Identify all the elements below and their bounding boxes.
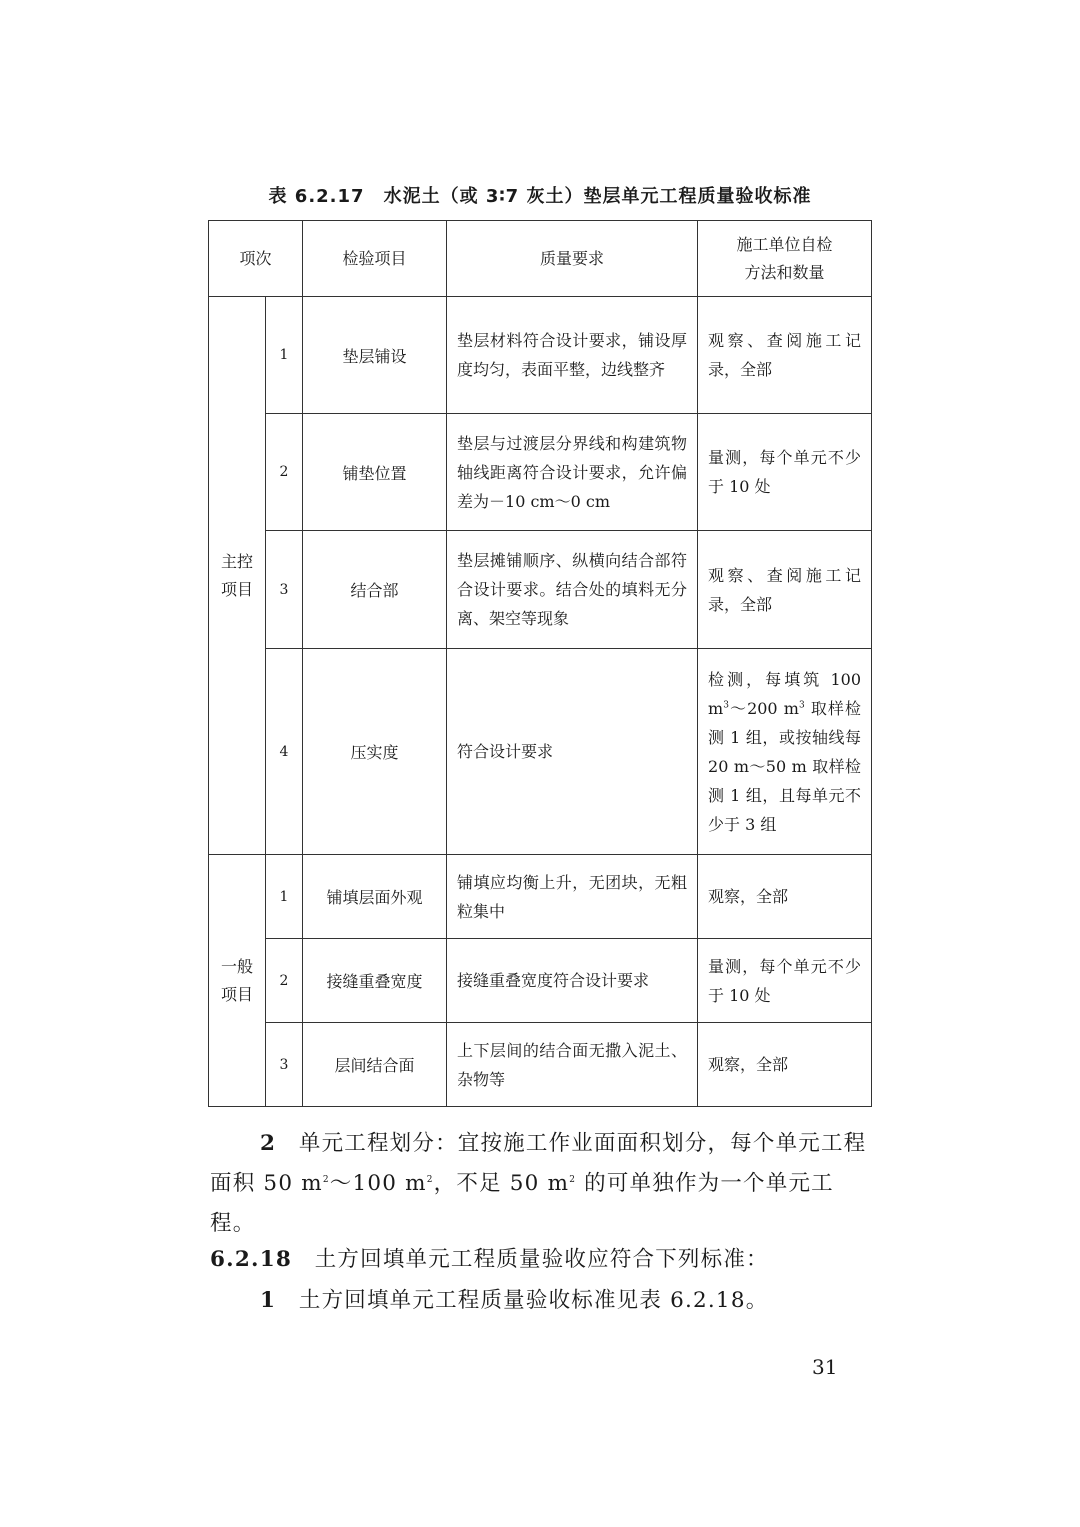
superscript: 3 (723, 700, 729, 711)
table-row (209, 1023, 872, 1107)
superscript: 3 (798, 700, 805, 711)
table-row (209, 297, 872, 414)
row-method: 量测，每个单元不少于 10 处 (698, 939, 872, 1023)
superscript: 2 (426, 1174, 434, 1185)
table-row (209, 649, 872, 855)
table-row (209, 414, 872, 531)
method-text-part: 检测，每填筑 100 m (708, 669, 862, 718)
group-main-control (209, 297, 266, 855)
table-caption: 表 6.2.17 水泥土（或 3∶7 灰土）垫层单元工程质量验收标准 (268, 186, 812, 207)
row-requirement: 垫层与过渡层分界线和构建筑物轴线距离符合设计要求，允许偏差为－10 cm～0 cm (447, 414, 698, 531)
paragraph-unit-division (210, 1124, 872, 1244)
row-no: 4 (266, 649, 303, 855)
row-requirement: 接缝重叠宽度符合设计要求 (447, 939, 698, 1023)
method-text-part: 取样检测 1 组，或按轴线每 20 m～50 m 取样检测 1 组，且每单元不少于 3 组 (708, 698, 862, 834)
row-item: 垫层铺设 (303, 297, 447, 414)
group-general (209, 855, 266, 1107)
paragraph-text: ～100 m (329, 1171, 427, 1196)
paragraph-text: 的可单独作为一个单元工程。 (210, 1171, 834, 1236)
page-number: 31 (812, 1355, 838, 1379)
group-general-line1: 一般 (220, 956, 253, 976)
row-no: 2 (266, 414, 303, 531)
table-header-row (209, 221, 872, 297)
row-method: 量测，每个单元不少于 10 处 (698, 414, 872, 531)
row-requirement: 垫层材料符合设计要求，铺设厚度均匀，表面平整，边线整齐 (447, 297, 698, 414)
group-main-line1: 主控 (220, 551, 253, 571)
row-requirement: 符合设计要求 (447, 649, 698, 855)
row-method: 观察，全部 (698, 1023, 872, 1107)
row-item: 铺垫位置 (303, 414, 447, 531)
group-main-line2: 项目 (220, 579, 253, 599)
row-item: 结合部 (303, 531, 447, 649)
row-method: 观察、查阅施工记录，全部 (698, 531, 872, 649)
row-no: 1 (266, 297, 303, 414)
row-no: 1 (266, 855, 303, 939)
row-requirement: 垫层摊铺顺序、纵横向结合部符合设计要求。结合处的填料无分离、架空等现象 (447, 531, 698, 649)
row-requirement: 铺填应均衡上升，无团块，无粗粒集中 (447, 855, 698, 939)
row-requirement: 上下层间的结合面无撒入泥土、杂物等 (447, 1023, 698, 1107)
row-no: 3 (266, 531, 303, 649)
row-item: 接缝重叠宽度 (303, 939, 447, 1023)
header-method-line2: 方法和数量 (744, 262, 825, 282)
header-quality-req: 质量要求 (447, 221, 698, 297)
clause-number: 6.2.18 (210, 1247, 293, 1272)
quality-standard-table (208, 220, 872, 1107)
paragraph-text: 土方回填单元工程质量验收标准见表 6.2.18。 (298, 1288, 769, 1313)
superscript: 2 (569, 1174, 577, 1185)
paragraph-table-ref (210, 1281, 872, 1321)
header-check-item: 检验项目 (303, 221, 447, 297)
paragraph-text: 单元工程划分：宜按施工作业面面积划分，每个单元工程面积 50 m (210, 1131, 867, 1196)
row-no: 3 (266, 1023, 303, 1107)
table-row (209, 939, 872, 1023)
paragraph-text: ，不足 50 m (433, 1171, 570, 1196)
row-method: 观察、查阅施工记录，全部 (698, 297, 872, 414)
header-method (698, 221, 872, 297)
header-method-line1: 施工单位自检 (736, 234, 833, 254)
row-item: 层间结合面 (303, 1023, 447, 1107)
row-method (698, 649, 872, 855)
paragraph-number: 2 (260, 1131, 277, 1156)
table-row (209, 531, 872, 649)
clause-text: 土方回填单元工程质量验收应符合下列标准： (314, 1247, 769, 1272)
method-text-part: ～200 m (728, 698, 799, 718)
row-item: 铺填层面外观 (303, 855, 447, 939)
row-item: 压实度 (303, 649, 447, 855)
superscript: 2 (322, 1174, 330, 1185)
paragraph-number: 1 (260, 1288, 277, 1313)
group-general-line2: 项目 (220, 984, 253, 1004)
row-method: 观察，全部 (698, 855, 872, 939)
clause-6-2-18 (210, 1240, 872, 1280)
row-no: 2 (266, 939, 303, 1023)
table-row (209, 855, 872, 939)
header-item-no: 项次 (209, 221, 303, 297)
